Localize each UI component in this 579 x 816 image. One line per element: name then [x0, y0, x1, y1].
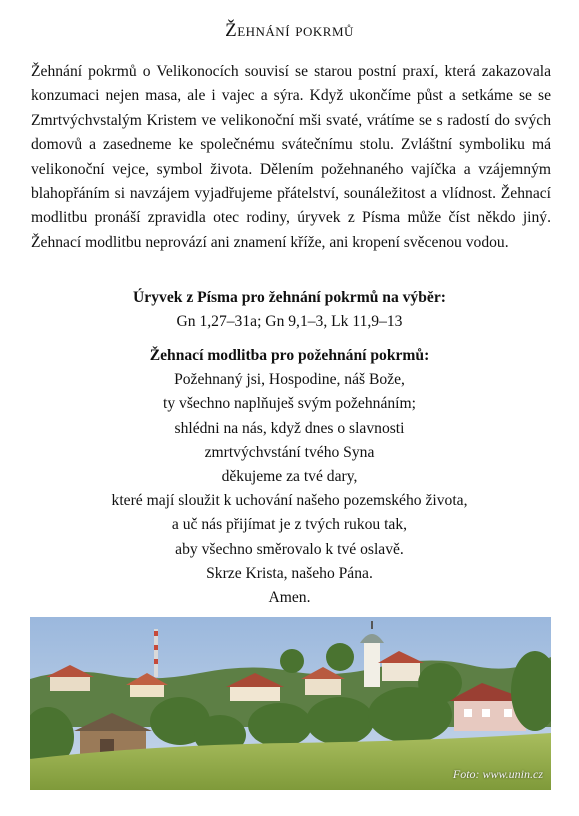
reading-section	[0, 286, 579, 334]
village-photo	[30, 617, 551, 790]
village-illustration	[30, 617, 551, 790]
prayer-line: děkujeme za tvé dary,	[221, 468, 358, 486]
reading-references: Gn 1,27–31a; Gn 9,1–3, Lk 11,9–13	[176, 313, 403, 331]
prayer-line: Amen.	[268, 589, 311, 607]
prayer-line: Požehnaný jsi, Hospodine, náš Bože,	[174, 371, 405, 389]
photo-credit: Foto: www.unin.cz	[452, 767, 543, 781]
prayer-line: shlédni na nás, když dnes o slavnosti	[174, 419, 405, 437]
reading-heading: Úryvek z Písma pro žehnání pokrmů na výběr:	[133, 289, 446, 306]
prayer-heading: Žehnací modlitba pro požehnání pokrmů:	[149, 347, 430, 364]
transmitter-tower	[154, 629, 158, 677]
page-title: Žehnání pokrmů	[225, 20, 354, 41]
prayer-section	[0, 344, 579, 610]
prayer-line: které mají sloužit k uchování našeho pozemského života,	[111, 492, 468, 510]
prayer-line: zmrtvýchvstání tvého Syna	[204, 443, 375, 461]
prayer-line: a uč nás přijímat je z tvých rukou tak,	[171, 516, 408, 534]
prayer-line: aby všechno směrovalo k tvé oslavě.	[175, 540, 404, 558]
intro-paragraph: Žehnání pokrmů o Velikonocích souvisí se starou postní praxí, která zakazovala konzumaci nejen masa, ale i vajec a sýra. Když ukončíme půst a setkáme se se Zmrtvýchvstalým Kristem ve velikonoční mši svaté, vrátíme se s radostí do svých domovů a zasedneme ke společnému svátečnímu stolu. Zvláštní symboliku má velikonoční vejce, symbol života. Dělením požehnaného vajíčka a vzájemným blahopřáním si navzájem vyjadřujeme přátelství, sounáležitost a vlídnost. Žehnací modlitbu pronáší zpravidla otec rodiny, úryvek z Písma může číst někdo jiný. Žehnací modlitbu neprovází ani znamení kříže, ani kropení svěcenou vodou.	[31, 63, 551, 251]
prayer-line: Skrze Krista, našeho Pána.	[206, 564, 373, 582]
prayer-line: ty všechno naplňuješ svým požehnáním;	[163, 395, 416, 413]
